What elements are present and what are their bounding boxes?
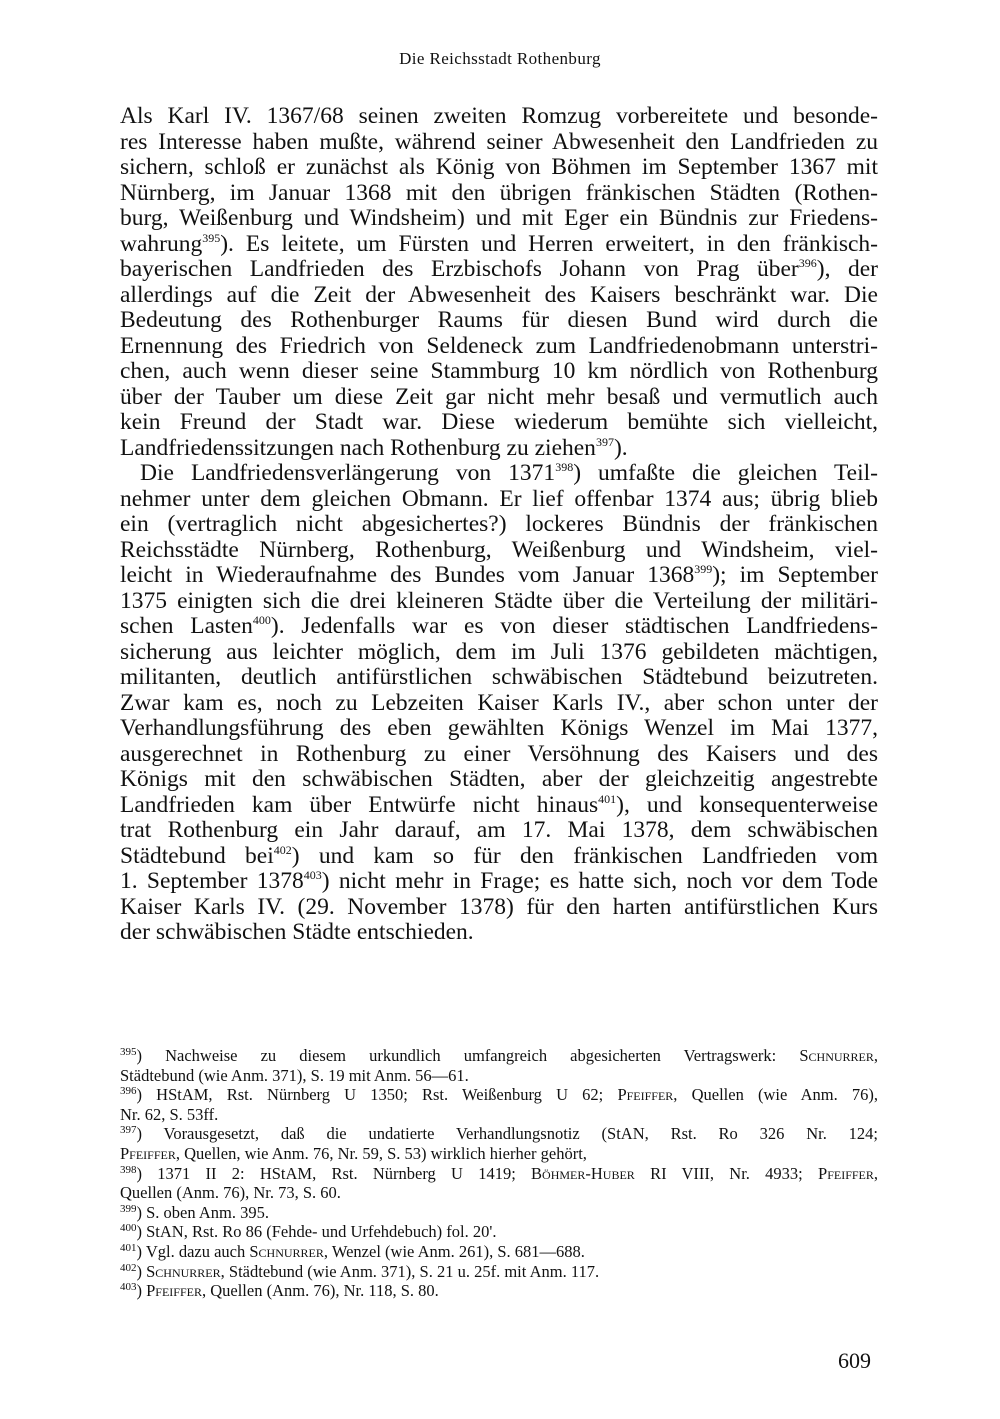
author-name: Pfeiffer: [120, 1143, 176, 1163]
author-name: Pfeiffer: [818, 1163, 874, 1183]
text-run: ). Es leitete, um Fürsten und Herren erweitert, in den fränkisch-: [220, 230, 878, 257]
text-line: militanten, deutlich antifürstlichen schwäbischen Städtebund beizutreten.: [120, 664, 878, 690]
footnote-text: Nr. 62, S. 53ff.: [120, 1104, 219, 1124]
footnote-text: ) Nachweise zu diesem urkundlich umfangreich abgesicherten Vertragswerk:: [136, 1046, 800, 1065]
footnote-marker: 399: [694, 562, 713, 576]
text-line: burg, Weißenburg und Windsheim) und mit Eger ein Bündnis zur Friedens-: [120, 205, 878, 231]
text-line: sicherung aus leichter möglich, dem im Juli 1376 gebildeten mächtigen,: [120, 638, 878, 665]
footnote-text: ): [136, 1261, 147, 1281]
text-line: Ernennung des Friedrich von Seldeneck zum Landfriedenobmann unterstri-: [120, 332, 878, 359]
text-run: ) nicht mehr in Frage; es hatte sich, noch vor dem Tode: [321, 868, 879, 894]
text-line: [120, 461, 878, 487]
footnote-marker: 403: [303, 868, 322, 882]
paragraph: [120, 461, 878, 946]
text-run: Städtebund bei: [120, 842, 274, 869]
text-line: über der Tauber um diese Zeit gar nicht mehr besaß und vermutlich auch: [120, 383, 878, 410]
text-line: Verhandlungsführung des eben gewählten Königs Wenzel im Mai 1377,: [120, 715, 878, 741]
footnote-marker: 398: [555, 460, 574, 474]
footnote: [120, 1046, 878, 1085]
text-line: Reichsstädte Nürnberg, Rothenburg, Weißenburg und Windsheim, viel-: [120, 536, 878, 563]
main-text: [120, 104, 878, 946]
footnote-text: ,: [873, 1046, 878, 1065]
footnote-text: , Quellen (Anm. 76), Nr. 118, S. 80.: [201, 1281, 439, 1301]
footnote-number: 399: [120, 1202, 137, 1215]
footnote-marker: 401: [598, 791, 617, 806]
text-line: der schwäbischen Städte entschieden.: [120, 919, 474, 945]
author-name: Böhmer-Huber: [531, 1163, 635, 1183]
author-name: Pfeiffer: [617, 1085, 674, 1105]
text-line: [120, 436, 878, 462]
text-line: Bedeutung des Rothenburger Raums für diesen Bund wird durch die: [120, 307, 878, 333]
footnote-text: , Wenzel (wie Anm. 261), S. 681—688.: [323, 1241, 585, 1261]
footnote-number: 396: [120, 1085, 137, 1098]
text-run: bayerischen Landfrieden des Erzbischofs Johann von Prag über: [120, 256, 799, 282]
text-line: [120, 869, 878, 895]
text-line: ausgerechnet in Rothenburg zu einer Versöhnung des Kaisers und des: [120, 740, 878, 767]
footnote: [120, 1281, 878, 1301]
footnote-number: 401: [120, 1241, 137, 1254]
text-run: Landfrieden kam über Entwürfe nicht hinaus: [120, 791, 599, 818]
footnote: [120, 1222, 878, 1242]
footnote-text: Städtebund (wie Anm. 371), S. 19 mit Anm. 56—61.: [120, 1065, 469, 1085]
footnote-marker: 396: [798, 256, 817, 270]
text-line: Königs mit den schwäbischen Städten, aber der gleichzeitig angestrebte: [120, 766, 878, 792]
footnote-number: 402: [120, 1261, 137, 1274]
text-line: trat Rothenburg ein Jahr darauf, am 17. Mai 1378, dem schwäbischen: [120, 817, 878, 843]
author-name: Schnurrer: [799, 1046, 874, 1065]
text-run: ).: [613, 434, 628, 461]
footnote: [120, 1242, 878, 1262]
text-run: 1. September 1378: [120, 868, 304, 894]
text-run: ); im September: [712, 562, 878, 588]
footnote-text: ) HStAM, Rst. Nürnberg U 1350; Rst. Weißenburg U 62;: [136, 1085, 618, 1105]
text-run: Landfriedenssitzungen nach Rothenburg zu ziehen: [120, 434, 596, 461]
text-run: Die Landfriedensverlängerung von 1371: [140, 460, 556, 486]
text-run: schen Lasten: [120, 613, 253, 639]
footnote-number: 397: [120, 1124, 137, 1137]
footnote: [120, 1203, 878, 1223]
text-line: 1375 einigten sich die drei kleineren Städte über die Verteilung der militäri-: [120, 587, 878, 614]
footnote: [120, 1085, 878, 1124]
footnote-number: 398: [120, 1163, 137, 1176]
footnote-marker: 395: [202, 230, 221, 245]
text-line: [120, 232, 878, 258]
text-line: Als Karl IV. 1367/68 seinen zweiten Romzug vorbereitete und besonde-: [120, 103, 878, 129]
text-run: wahrung: [120, 230, 203, 257]
footnote-number: 395: [120, 1046, 137, 1058]
text-run: ), der: [816, 256, 878, 282]
text-run: leicht in Wiederaufnahme des Bundes vom Januar 1368: [120, 562, 695, 588]
text-line: Zwar kam es, noch zu Lebzeiten Kaiser Karls IV., aber schon unter der: [120, 689, 878, 716]
footnote-text: ) Vgl. dazu auch: [136, 1241, 250, 1261]
text-line: [120, 793, 878, 819]
footnote-text: RI VIII, Nr. 4933;: [634, 1163, 819, 1183]
footnote-text: Quellen (Anm. 76), Nr. 73, S. 60.: [120, 1183, 341, 1203]
footnote-text: ) StAN, Rst. Ro 86 (Fehde- und Urfehdebuch) fol. 20'.: [136, 1222, 497, 1242]
author-name: Schnurrer: [146, 1261, 221, 1281]
page-number: 609: [838, 1348, 871, 1373]
text-line: kein Freund der Stadt war. Diese wiederum bemühte sich vielleicht,: [120, 409, 878, 435]
text-line: Kaiser Karls IV. (29. November 1378) für den harten antifürstlichen Kurs: [120, 893, 878, 920]
text-run: ) und kam so für den fränkischen Landfrieden vom: [291, 842, 878, 869]
footnote-marker: 400: [252, 613, 271, 627]
text-run: ). Jedenfalls war es von dieser städtischen Landfriedens-: [270, 613, 878, 639]
footnote-marker: 402: [273, 842, 292, 857]
footnote: [120, 1124, 878, 1163]
author-name: Pfeiffer: [146, 1281, 202, 1301]
footnote-text: , Quellen (wie Anm. 76),: [673, 1085, 878, 1105]
text-line: allerdings auf die Zeit der Abwesenheit des Kaisers beschränkt war. Die: [120, 281, 878, 308]
text-line: [120, 257, 878, 283]
footnotes: [120, 1046, 878, 1301]
running-header: Die Reichsstadt Rothenburg: [399, 49, 601, 68]
footnote: [120, 1262, 878, 1282]
footnote-text: , Quellen, wie Anm. 76, Nr. 59, S. 53) wirklich hierher gehört,: [175, 1143, 587, 1163]
text-line: Nürnberg, im Januar 1368 mit den übrigen fränkischen Städten (Rothen-: [120, 179, 878, 206]
text-line: [120, 844, 878, 870]
footnote-number: 400: [120, 1222, 137, 1235]
footnote-number: 403: [120, 1281, 137, 1294]
footnote-text: ,: [873, 1163, 878, 1183]
text-line: chen, auch wenn dieser seine Stammburg 10 km nördlich von Rothenburg: [120, 358, 878, 384]
text-line: ein (vertraglich nicht abgesichertes?) lockeres Bündnis der fränkischen: [120, 511, 878, 537]
footnote-text: ): [136, 1281, 147, 1301]
footnote-text: ) S. oben Anm. 395.: [136, 1202, 269, 1222]
footnote: [120, 1164, 878, 1203]
text-line: sichern, schloß er zunächst als König von Böhmen im September 1367 mit: [120, 154, 878, 180]
text-line: nehmer unter dem gleichen Obmann. Er lief offenbar 1374 aus; übrig blieb: [120, 485, 878, 512]
text-run: ) umfaßte die gleichen Teil-: [573, 460, 879, 486]
text-line: [120, 563, 878, 589]
footnote-marker: 397: [595, 434, 614, 449]
author-name: Schnurrer: [249, 1241, 324, 1261]
footnote-text: ) 1371 II 2: HStAM, Rst. Nürnberg U 1419;: [136, 1163, 532, 1183]
footnote-text: , Städtebund (wie Anm. 371), S. 21 u. 25f. mit Anm. 117.: [220, 1261, 600, 1281]
footnote-text: ) Vorausgesetzt, daß die undatierte Verhandlungsnotiz (StAN, Rst. Ro 326 Nr. 124;: [136, 1124, 878, 1144]
text-run: ), und konsequenterweise: [616, 791, 878, 818]
paragraph: [120, 104, 878, 461]
text-line: [120, 614, 878, 640]
text-line: res Interesse haben mußte, während seiner Abwesenheit den Landfrieden zu: [120, 128, 878, 155]
